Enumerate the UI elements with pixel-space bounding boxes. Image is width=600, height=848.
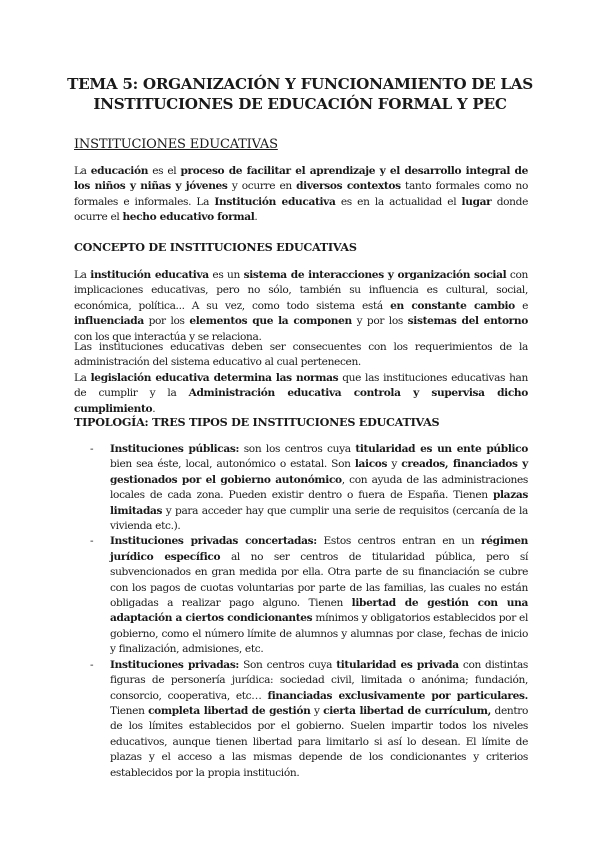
list-marker: - — [90, 535, 94, 548]
text-run: donde ocurre el — [74, 195, 528, 224]
title-line-2: INSTITUCIONES DE EDUCACIÓN FORMAL Y PEC — [93, 95, 507, 113]
text-run: Estos centros entran en un — [316, 535, 482, 548]
bold-text-run: en constante cambio — [390, 299, 515, 312]
text-run: con implicaciones educativas, pero no sólo, también su influencia es cultural, social, económica, política... A su vez, como todo sistema está — [74, 269, 529, 312]
bold-text-run: legislación educativa determina las normas — [90, 372, 339, 384]
text-run: y — [310, 704, 324, 717]
bold-text-run: lugar — [461, 195, 492, 208]
bold-text-run: cierta libertad de currículum, — [323, 704, 492, 717]
text-run: por los — [143, 315, 190, 328]
bold-text-run: financiadas exclusivamente por particulares. — [267, 689, 528, 702]
concept-paragraph-2 — [74, 340, 528, 371]
concept-paragraph-3 — [74, 371, 528, 417]
bold-text-run: educación — [90, 165, 149, 177]
bold-text-run: sistema de interacciones y organización social — [243, 269, 507, 281]
bold-text-run: creados, financiados y gestionados por el gobierno autonómico — [110, 458, 528, 486]
intro-paragraph — [74, 164, 528, 226]
text-run: y para acceder hay que cumplir una serie de requisitos (cercanía de la vivienda etc.). — [110, 504, 528, 533]
document-title — [60, 74, 540, 114]
typology-list — [74, 442, 528, 781]
text-run: es en la actualidad el — [335, 195, 462, 208]
bold-text-run: libertad de gestión con una adaptación a ciertos condicionantes — [110, 597, 528, 625]
bold-text-run: Instituciones privadas concertadas: — [110, 535, 317, 548]
list-item-text — [110, 535, 528, 655]
text-run: Las instituciones educativas deben ser consecuentes con los requerimientos de la administración del sistema educativo al cual pertenecen. — [74, 341, 528, 369]
text-run: Son centros cuya — [239, 658, 337, 671]
text-run: . — [254, 211, 258, 224]
bold-text-run: completa libertad de gestión — [148, 704, 311, 717]
bold-text-run: titularidad es un ente público — [355, 443, 528, 455]
bold-text-run: institución educativa — [90, 269, 209, 281]
bold-text-run: laicos — [354, 458, 388, 471]
text-run: mínimos y obligatorios establecidos por el gobierno, como el número límite de alumnos y alumnas por clase, fechas de inicio y finalización, admisiones, etc. — [110, 612, 528, 656]
text-run: con los que interactúa y se relaciona. — [74, 330, 262, 343]
text-run: Tienen — [110, 704, 149, 717]
text-run: es el — [148, 165, 181, 177]
bold-text-run: plazas limitadas — [110, 489, 528, 517]
list-marker: - — [90, 658, 94, 671]
text-run: La — [74, 269, 91, 281]
text-run: bien sea éste, local, autonómico o estatal. Son — [110, 458, 355, 471]
text-run: al no ser centros de titularidad pública, pero sí subvencionados en gran medida por ella. Otra parte de su financiación se cubre con los pagos de cuotas voluntarias por parte de las familias, las cuales no están obligadas a realizar pago alguno. Tienen — [110, 550, 528, 610]
text-run: La — [74, 372, 91, 384]
text-run: es un — [208, 269, 244, 281]
list-marker: - — [90, 443, 94, 455]
text-run: dentro de los límites establecidos por el gobierno. Suelen impartir todos los niveles educativos, aunque tienen libertad para limitarlo si así lo desean. El límite de plazas y el acceso a las mismas depende de los condicionantes y criterios establecidos por la propia institución. — [110, 704, 529, 779]
bold-text-run: régimen jurídico específico — [110, 535, 528, 563]
list-item-text — [110, 659, 528, 779]
bold-text-run: proceso de facilitar el aprendizaje y el desarrollo integral de los niños y niñas y jóvenes — [74, 165, 528, 193]
bold-text-run: Administración educativa controla y supervisa dicho cumplimiento — [74, 387, 528, 415]
text-run: y — [387, 458, 402, 471]
bold-text-run: sistemas del entorno — [407, 315, 528, 328]
list-item — [74, 442, 528, 534]
section-heading: INSTITUCIONES EDUCATIVAS — [74, 137, 278, 152]
text-run: . — [152, 402, 156, 415]
bold-text-run: Instituciones públicas: — [110, 443, 240, 455]
bold-text-run: titularidad es privada — [336, 658, 459, 671]
concept-paragraph-1 — [74, 268, 528, 345]
title-line-1: TEMA 5: ORGANIZACIÓN Y FUNCIONAMIENTO DE LAS — [67, 75, 533, 93]
text-run: e — [514, 299, 528, 312]
text-run: que las instituciones educativas han de cumplir y la — [74, 372, 528, 400]
text-run: son los centros cuya — [239, 443, 356, 455]
text-run: , con ayuda de las administraciones locales de cada zona. Pueden existir dentro o fuera de España. Tienen — [110, 473, 528, 502]
bold-text-run: diversos contextos — [296, 180, 401, 193]
bold-text-run: hecho educativo formal — [122, 211, 255, 224]
list-item — [74, 534, 528, 657]
list-item — [74, 658, 528, 781]
concept-heading: CONCEPTO DE INSTITUCIONES EDUCATIVAS — [74, 240, 357, 254]
bold-text-run: Instituciones privadas: — [110, 658, 239, 671]
text-run: con distintas figuras de personería jurídica: sociedad civil, limitada o anónima; fundación, consorcio, cooperativa, etc… — [110, 658, 528, 702]
text-run: tanto formales como no formales e informales. La — [74, 180, 528, 208]
bold-text-run: influenciada — [74, 315, 144, 328]
bold-text-run: Institución educativa — [214, 195, 336, 208]
text-run: y ocurre en — [227, 180, 297, 193]
list-item-text — [110, 443, 528, 532]
typology-heading: TIPOLOGÍA: TRES TIPOS DE INSTITUCIONES EDUCATIVAS — [74, 415, 440, 429]
text-run: La — [74, 165, 91, 177]
bold-text-run: elementos que la componen — [189, 315, 352, 328]
text-run: y por los — [351, 315, 408, 328]
